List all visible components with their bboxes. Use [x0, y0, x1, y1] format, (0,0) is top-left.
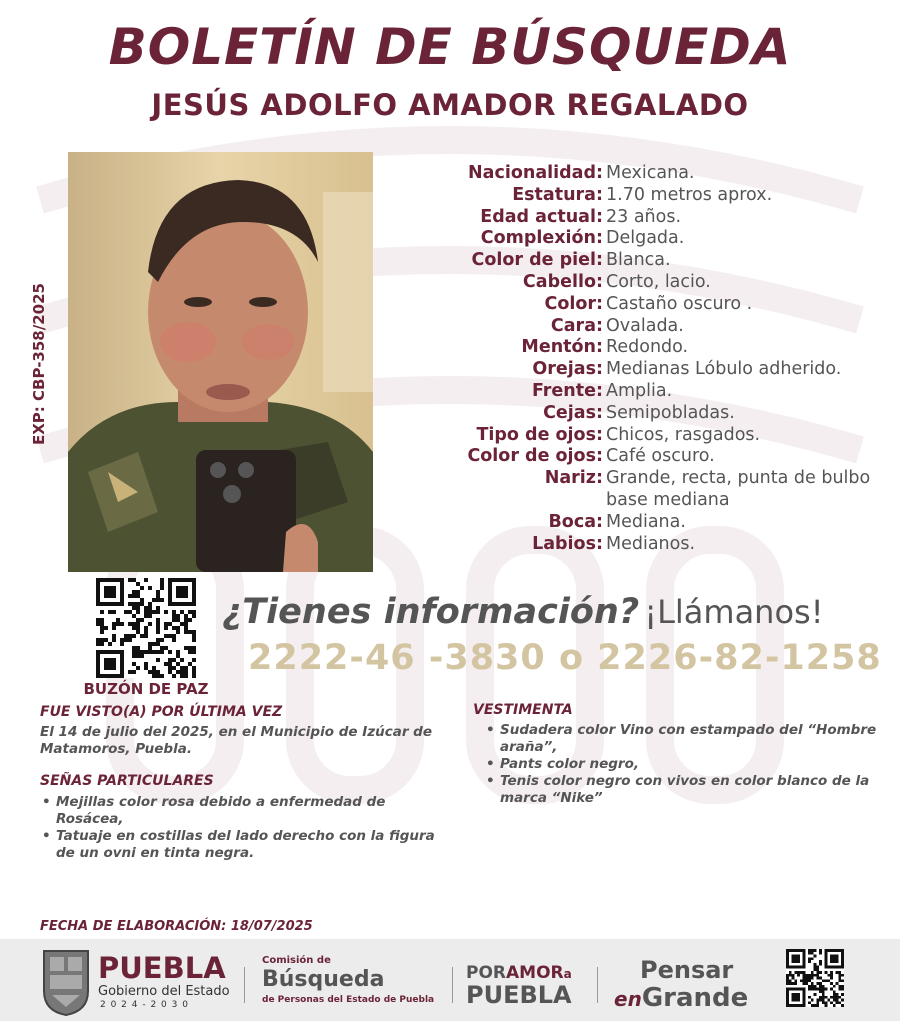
spec-row	[440, 512, 900, 534]
por-amor-logo	[466, 963, 572, 983]
spec-value: Corto, lacio.	[606, 271, 711, 292]
spec-value: Amplia.	[606, 380, 673, 401]
particular-marks-title: SEÑAS PARTICULARES	[40, 773, 214, 789]
spec-row	[440, 337, 900, 359]
buzon-de-paz-label: BUZÓN DE PAZ	[83, 680, 209, 698]
spec-label: Orejas:	[532, 359, 603, 380]
expediente-number: EXP: CBP-358/2025	[30, 283, 48, 445]
call-us-text: ¡Llámanos!	[644, 593, 824, 631]
spec-label: Boca:	[548, 511, 603, 532]
bulletin-title: BOLETÍN DE BÚSQUEDA	[108, 18, 792, 76]
list-item: • Pants color negro,	[484, 756, 889, 773]
elaboration-date: FECHA DE ELABORACIÓN: 18/07/2025	[40, 919, 313, 934]
spec-row	[440, 403, 900, 425]
spec-value: Semipobladas.	[606, 402, 735, 423]
spec-row	[440, 490, 900, 512]
gobierno-text: Gobierno del Estado	[98, 984, 230, 999]
spec-row	[440, 468, 900, 490]
spec-row	[440, 207, 900, 229]
spec-value: Medianos.	[606, 533, 696, 554]
spec-value: Medianas Lóbulo adherido.	[606, 359, 842, 380]
years-text: 2 0 2 4 - 2 0 3 0	[100, 1000, 189, 1010]
spec-value: Castaño oscuro .	[606, 293, 753, 314]
en-grande-logo	[614, 983, 748, 1016]
spec-value: base mediana	[606, 489, 730, 510]
spec-value: Blanca.	[606, 250, 671, 271]
spec-row	[440, 272, 900, 294]
spec-row	[440, 250, 900, 272]
por-text: POR	[466, 963, 507, 983]
list-item: • Sudadera color Vino con estampado del “Hombre araña”,	[484, 722, 889, 756]
spec-row	[440, 381, 900, 403]
puebla2-text: PUEBLA	[466, 981, 572, 1009]
particular-marks-list	[40, 794, 440, 862]
spec-label: Color:	[544, 293, 603, 314]
spec-label: Cara:	[550, 315, 603, 336]
person-photo	[68, 152, 373, 572]
physical-description	[440, 163, 900, 555]
spec-row	[440, 425, 900, 447]
list-item: • Tatuaje en costillas del lado derecho con la figura de un ovni en tinta negra.	[40, 828, 440, 862]
spec-label	[440, 490, 603, 512]
spec-row	[440, 446, 900, 468]
phone-numbers[interactable]: 2222-46 -3830 o 2226-82-1258	[248, 638, 882, 678]
last-seen-title: FUE VISTO(A) POR ÚLTIMA VEZ	[40, 704, 283, 720]
spec-label: Complexión:	[480, 228, 603, 249]
busqueda-text: Búsqueda	[262, 967, 385, 992]
grande-text: Grande	[641, 983, 749, 1013]
spec-label: Mentón:	[521, 337, 603, 358]
puebla-logo-text: PUEBLA	[98, 951, 226, 985]
spec-row	[440, 163, 900, 185]
list-item: • Mejillas color rosa debido a enfermedad de Rosácea,	[40, 794, 440, 828]
personas-text: de Personas del Estado de Puebla	[262, 995, 435, 1005]
spec-value: Delgada.	[606, 228, 685, 249]
qr-code[interactable]	[96, 578, 196, 678]
divider	[452, 967, 453, 1003]
spec-value: Mexicana.	[606, 163, 695, 183]
question-text: ¿Tienes información?	[222, 592, 640, 632]
pensar-text: Pensar	[640, 956, 734, 984]
spec-value: Redondo.	[606, 337, 689, 358]
spec-label: Estatura:	[512, 184, 603, 205]
contact-question	[222, 592, 824, 632]
clothing-title: VESTIMENTA	[473, 702, 573, 718]
spec-value: Mediana.	[606, 511, 686, 532]
spec-row	[440, 534, 900, 556]
coat-of-arms-icon	[40, 945, 92, 1021]
spec-label: Color de ojos:	[467, 446, 603, 467]
spec-value: Grande, recta, punta de bulbo	[606, 468, 871, 489]
missing-person-name: JESÚS ADOLFO AMADOR REGALADO	[151, 88, 749, 122]
spec-row	[440, 294, 900, 316]
spec-row	[440, 185, 900, 207]
footer-logos	[0, 939, 900, 1021]
a-text: a	[563, 967, 572, 981]
spec-label: Edad actual:	[480, 206, 603, 227]
spec-value: 1.70 metros aprox.	[606, 184, 773, 205]
en-text: en	[614, 987, 642, 1011]
spec-row	[440, 228, 900, 250]
spec-label: Tipo de ojos:	[476, 424, 603, 445]
amor-text: AMOR	[506, 963, 564, 983]
comision-text: Comisión de	[262, 955, 331, 966]
footer-qr-code[interactable]	[786, 949, 844, 1011]
spec-label: Cejas:	[543, 402, 603, 423]
divider	[597, 967, 598, 1003]
spec-label: Nacionalidad:	[468, 163, 603, 183]
spec-label: Color de piel:	[471, 250, 603, 271]
spec-value: 23 años.	[606, 206, 682, 227]
spec-value: Café oscuro.	[606, 446, 715, 467]
spec-label: Nariz:	[544, 468, 603, 489]
spec-label: Labios:	[532, 533, 603, 554]
spec-label: Cabello:	[522, 271, 603, 292]
list-item: • Tenis color negro con vivos en color blanco de la marca “Nike”	[484, 773, 889, 807]
spec-label: Frente:	[531, 380, 603, 401]
spec-value: Chicos, rasgados.	[606, 424, 761, 445]
spec-row	[440, 316, 900, 338]
divider	[244, 967, 245, 1003]
clothing-list	[484, 722, 889, 807]
spec-value: Ovalada.	[606, 315, 684, 336]
spec-row	[440, 359, 900, 381]
last-seen-text: El 14 de julio del 2025, en el Municipio de Izúcar de Matamoros, Puebla.	[40, 724, 433, 757]
